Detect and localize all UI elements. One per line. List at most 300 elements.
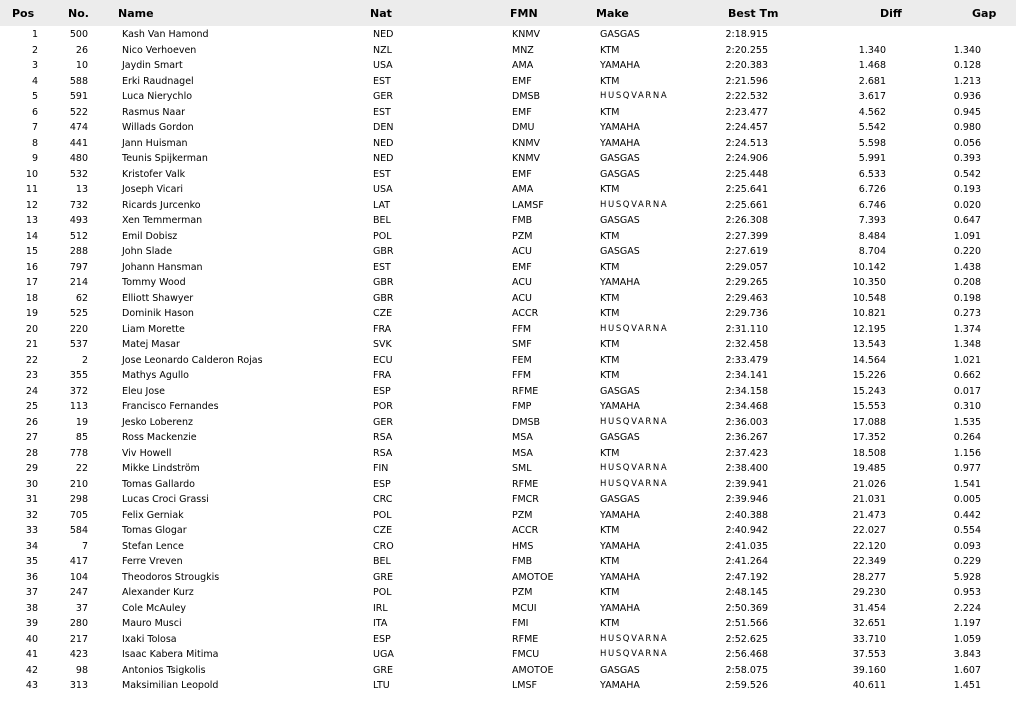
- gap-cell: 1.156: [953, 447, 981, 459]
- best-time-cell: 2:27.619: [725, 246, 768, 257]
- best-time-cell: 2:25.661: [725, 199, 768, 211]
- rider-number-cell: 98: [75, 664, 88, 676]
- table-row: [0, 492, 1016, 508]
- table-row: [0, 58, 1016, 74]
- position-cell: 23: [25, 370, 38, 381]
- rider-name-cell: Kash Van Hamond: [122, 29, 209, 40]
- diff-cell: 15.553: [852, 401, 886, 412]
- table-row: [0, 151, 1016, 167]
- results-table-body: [0, 27, 1016, 694]
- rider-number-cell: 525: [69, 308, 88, 319]
- best-time-cell: 2:40.942: [725, 525, 768, 536]
- nationality-cell: SVK: [373, 339, 392, 350]
- make-cell: KTM: [600, 556, 620, 567]
- gap-cell: 1.213: [953, 75, 981, 87]
- position-cell: 24: [25, 385, 38, 397]
- nationality-cell: POL: [373, 230, 392, 242]
- make-cell: YAMAHA: [600, 680, 640, 691]
- federation-cell: FMCU: [512, 649, 540, 660]
- position-cell: 41: [25, 649, 38, 660]
- table-row: [0, 213, 1016, 229]
- rider-name-cell: Jann Huisman: [122, 137, 188, 149]
- position-cell: 27: [25, 432, 38, 443]
- diff-cell: 18.508: [852, 447, 886, 459]
- make-cell: GASGAS: [600, 153, 640, 164]
- gap-cell: 1.451: [953, 680, 981, 691]
- rider-name-cell: Ricards Jurcenko: [122, 199, 201, 211]
- federation-cell: MNZ: [512, 44, 534, 56]
- rider-name-cell: Kristofer Valk: [122, 168, 186, 180]
- rider-number-cell: 104: [69, 571, 88, 583]
- make-cell: GASGAS: [600, 494, 640, 505]
- rider-number-cell: 7: [81, 540, 88, 552]
- rider-number-cell: 288: [69, 246, 88, 257]
- nationality-cell: POL: [373, 509, 392, 521]
- rider-number-cell: 532: [69, 168, 88, 180]
- rider-name-cell: Nico Verhoeven: [122, 44, 197, 56]
- table-row: [0, 585, 1016, 601]
- federation-cell: ACU: [512, 292, 532, 304]
- make-cell: HUSQVARNA: [600, 199, 669, 210]
- federation-cell: LMSF: [512, 680, 537, 691]
- gap-cell: 1.374: [953, 323, 981, 335]
- rider-name-cell: Tommy Wood: [122, 277, 186, 288]
- table-row: [0, 430, 1016, 446]
- make-cell: KTM: [600, 339, 620, 350]
- table-row: [0, 74, 1016, 90]
- federation-cell: DMU: [512, 122, 535, 133]
- best-time-cell: 2:41.035: [725, 540, 768, 552]
- diff-cell: 10.142: [852, 261, 886, 273]
- diff-cell: 32.651: [852, 618, 886, 629]
- position-cell: 30: [25, 478, 38, 490]
- best-time-cell: 2:38.400: [725, 463, 768, 474]
- rider-number-cell: 85: [75, 432, 88, 443]
- best-time-cell: 2:51.566: [725, 618, 768, 629]
- position-cell: 1: [31, 29, 38, 40]
- make-cell: YAMAHA: [600, 137, 640, 149]
- rider-name-cell: Tomas Gallardo: [122, 478, 195, 490]
- table-row: [0, 368, 1016, 384]
- rider-number-cell: 214: [69, 277, 88, 288]
- position-cell: 8: [31, 137, 38, 149]
- rider-number-cell: 355: [69, 370, 88, 381]
- gap-cell: 0.193: [953, 184, 981, 195]
- federation-cell: EMF: [512, 168, 532, 180]
- best-time-cell: 2:36.003: [725, 416, 768, 428]
- position-cell: 18: [25, 292, 38, 304]
- diff-cell: 40.611: [852, 680, 886, 691]
- federation-cell: HMS: [512, 540, 534, 552]
- rider-name-cell: Ross Mackenzie: [122, 432, 197, 443]
- header-name: Name: [118, 7, 154, 20]
- make-cell: HUSQVARNA: [600, 416, 669, 427]
- federation-cell: RFME: [512, 633, 539, 645]
- table-row: [0, 461, 1016, 477]
- diff-cell: 5.542: [858, 122, 886, 133]
- rider-number-cell: 512: [69, 230, 88, 242]
- rider-name-cell: Rasmus Naar: [122, 106, 186, 118]
- diff-cell: 1.340: [858, 44, 886, 56]
- best-time-cell: 2:24.513: [725, 137, 768, 149]
- make-cell: KTM: [600, 184, 620, 195]
- diff-cell: 17.352: [852, 432, 886, 443]
- gap-cell: 0.554: [953, 525, 981, 536]
- diff-cell: 6.746: [858, 199, 886, 211]
- best-time-cell: 2:20.255: [725, 44, 768, 56]
- position-cell: 42: [25, 664, 38, 676]
- federation-cell: AMOTOE: [512, 664, 554, 676]
- gap-cell: 0.220: [953, 246, 981, 257]
- make-cell: YAMAHA: [600, 540, 640, 552]
- nationality-cell: LTU: [373, 680, 390, 691]
- make-cell: KTM: [600, 308, 620, 319]
- gap-cell: 1.197: [953, 618, 981, 629]
- table-row: [0, 260, 1016, 276]
- table-row: [0, 322, 1016, 338]
- rider-number-cell: 313: [69, 680, 88, 691]
- gap-cell: 0.198: [953, 292, 981, 304]
- gap-cell: 1.541: [953, 478, 981, 490]
- diff-cell: 12.195: [852, 323, 886, 335]
- federation-cell: SML: [512, 463, 532, 474]
- rider-number-cell: 298: [69, 494, 88, 505]
- best-time-cell: 2:36.267: [725, 432, 768, 443]
- best-time-cell: 2:29.265: [725, 277, 768, 288]
- diff-cell: 15.226: [852, 370, 886, 381]
- diff-cell: 37.553: [852, 649, 886, 660]
- federation-cell: PZM: [512, 509, 533, 521]
- nationality-cell: FIN: [373, 463, 389, 474]
- best-time-cell: 2:34.141: [725, 370, 768, 381]
- best-time-cell: 2:58.075: [725, 664, 768, 676]
- best-time-cell: 2:22.532: [725, 91, 768, 102]
- nationality-cell: USA: [373, 60, 393, 71]
- make-cell: KTM: [600, 292, 620, 304]
- rider-number-cell: 247: [69, 587, 88, 598]
- best-time-cell: 2:27.399: [725, 230, 768, 242]
- table-row: [0, 244, 1016, 260]
- best-time-cell: 2:56.468: [725, 649, 768, 660]
- rider-number-cell: 210: [69, 478, 88, 490]
- rider-number-cell: 372: [69, 385, 88, 397]
- diff-cell: 2.681: [858, 75, 886, 87]
- diff-cell: 28.277: [852, 571, 886, 583]
- table-row: [0, 136, 1016, 152]
- federation-cell: FMB: [512, 556, 533, 567]
- nationality-cell: ITA: [373, 618, 388, 629]
- make-cell: KTM: [600, 75, 620, 87]
- rider-number-cell: 732: [69, 199, 88, 211]
- position-cell: 6: [31, 106, 38, 118]
- make-cell: GASGAS: [600, 432, 640, 443]
- rider-number-cell: 19: [75, 416, 88, 428]
- best-time-cell: 2:26.308: [725, 215, 768, 226]
- federation-cell: FMB: [512, 215, 533, 226]
- rider-number-cell: 441: [69, 137, 88, 149]
- diff-cell: 10.821: [852, 308, 886, 319]
- federation-cell: MSA: [512, 432, 533, 443]
- make-cell: YAMAHA: [600, 60, 640, 71]
- gap-cell: 1.091: [953, 230, 981, 242]
- position-cell: 40: [25, 633, 38, 645]
- best-time-cell: 2:24.457: [725, 122, 768, 133]
- table-row: [0, 508, 1016, 524]
- best-time-cell: 2:32.458: [725, 339, 768, 350]
- rider-number-cell: 797: [69, 261, 88, 273]
- federation-cell: EMF: [512, 75, 532, 87]
- position-cell: 13: [25, 215, 38, 226]
- nationality-cell: EST: [373, 106, 391, 118]
- federation-cell: FMP: [512, 401, 532, 412]
- federation-cell: ACU: [512, 246, 532, 257]
- best-time-cell: 2:20.383: [725, 60, 768, 71]
- federation-cell: FFM: [512, 370, 532, 381]
- position-cell: 37: [25, 587, 38, 598]
- position-cell: 9: [31, 153, 38, 164]
- rider-name-cell: Matej Masar: [122, 339, 180, 350]
- rider-name-cell: Tomas Glogar: [122, 525, 187, 536]
- nationality-cell: BEL: [373, 556, 391, 567]
- table-row: [0, 477, 1016, 493]
- gap-cell: 0.953: [953, 587, 981, 598]
- header-no: No.: [68, 7, 89, 20]
- federation-cell: AMOTOE: [512, 571, 554, 583]
- make-cell: HUSQVARNA: [600, 633, 669, 644]
- position-cell: 25: [25, 401, 38, 412]
- gap-cell: 0.977: [953, 463, 981, 474]
- results-table-header: [0, 0, 1016, 26]
- diff-cell: 39.160: [852, 664, 886, 676]
- nationality-cell: NED: [373, 137, 394, 149]
- gap-cell: 0.936: [953, 91, 981, 102]
- table-row: [0, 198, 1016, 214]
- table-row: [0, 229, 1016, 245]
- nationality-cell: GBR: [373, 292, 394, 304]
- rider-name-cell: Maksimilian Leopold: [122, 680, 219, 691]
- position-cell: 36: [25, 571, 38, 583]
- rider-name-cell: Mathys Agullo: [122, 370, 189, 381]
- table-row: [0, 554, 1016, 570]
- rider-number-cell: 584: [69, 525, 88, 536]
- make-cell: KTM: [600, 587, 620, 598]
- make-cell: KTM: [600, 106, 620, 118]
- nationality-cell: ESP: [373, 385, 391, 397]
- federation-cell: KNMV: [512, 153, 541, 164]
- diff-cell: 6.726: [858, 184, 886, 195]
- best-time-cell: 2:21.596: [725, 75, 768, 87]
- rider-name-cell: Cole McAuley: [122, 602, 186, 614]
- rider-name-cell: Viv Howell: [122, 447, 172, 459]
- rider-number-cell: 423: [69, 649, 88, 660]
- table-row: [0, 647, 1016, 663]
- best-time-cell: 2:34.468: [725, 401, 768, 412]
- gap-cell: 3.843: [953, 649, 981, 660]
- federation-cell: AMA: [512, 60, 534, 71]
- rider-name-cell: Erki Raudnagel: [122, 75, 194, 87]
- rider-name-cell: Eleu Jose: [122, 385, 165, 397]
- best-time-cell: 2:25.448: [725, 168, 768, 180]
- federation-cell: KNMV: [512, 137, 541, 149]
- best-time-cell: 2:47.192: [725, 571, 768, 583]
- diff-cell: 19.485: [852, 463, 886, 474]
- rider-number-cell: 500: [69, 29, 88, 40]
- gap-cell: 0.056: [953, 137, 981, 149]
- position-cell: 38: [25, 602, 38, 614]
- table-row: [0, 275, 1016, 291]
- gap-cell: 0.310: [953, 401, 981, 412]
- rider-name-cell: Emil Dobisz: [122, 230, 178, 242]
- rider-number-cell: 537: [69, 339, 88, 350]
- federation-cell: EMF: [512, 106, 532, 118]
- nationality-cell: GRE: [373, 571, 393, 583]
- nationality-cell: FRA: [373, 323, 392, 335]
- make-cell: YAMAHA: [600, 122, 640, 133]
- table-row: [0, 43, 1016, 59]
- federation-cell: KNMV: [512, 29, 541, 40]
- diff-cell: 29.230: [852, 587, 886, 598]
- rider-number-cell: 13: [75, 184, 88, 195]
- gap-cell: 1.348: [953, 339, 981, 350]
- gap-cell: 1.021: [953, 354, 981, 366]
- gap-cell: 1.059: [953, 633, 981, 645]
- federation-cell: FEM: [512, 354, 532, 366]
- rider-number-cell: 62: [75, 292, 88, 304]
- position-cell: 17: [25, 277, 38, 288]
- federation-cell: FMCR: [512, 494, 539, 505]
- gap-cell: 0.229: [953, 556, 981, 567]
- best-time-cell: 2:24.906: [725, 153, 768, 164]
- make-cell: KTM: [600, 618, 620, 629]
- header-fmn: FMN: [510, 7, 538, 20]
- gap-cell: 0.020: [953, 199, 981, 211]
- gap-cell: 0.662: [953, 370, 981, 381]
- table-row: [0, 89, 1016, 105]
- table-row: [0, 415, 1016, 431]
- position-cell: 14: [25, 230, 38, 242]
- best-time-cell: 2:40.388: [725, 509, 768, 521]
- federation-cell: SMF: [512, 339, 532, 350]
- make-cell: GASGAS: [600, 246, 640, 257]
- rider-number-cell: 591: [69, 91, 88, 102]
- federation-cell: ACCR: [512, 525, 539, 536]
- nationality-cell: RSA: [373, 432, 393, 443]
- rider-name-cell: Jesko Loberenz: [122, 416, 193, 428]
- position-cell: 39: [25, 618, 38, 629]
- table-row: [0, 353, 1016, 369]
- nationality-cell: NED: [373, 153, 394, 164]
- rider-number-cell: 778: [69, 447, 88, 459]
- table-row: [0, 663, 1016, 679]
- rider-number-cell: 10: [75, 60, 88, 71]
- make-cell: KTM: [600, 525, 620, 536]
- rider-name-cell: Luca Nierychlo: [122, 91, 193, 102]
- federation-cell: PZM: [512, 230, 533, 242]
- diff-cell: 10.548: [852, 292, 886, 304]
- make-cell: YAMAHA: [600, 401, 640, 412]
- position-cell: 34: [25, 540, 38, 552]
- position-cell: 2: [31, 44, 38, 56]
- diff-cell: 15.243: [852, 385, 886, 397]
- rider-name-cell: Isaac Kabera Mitima: [122, 649, 219, 660]
- table-row: [0, 167, 1016, 183]
- position-cell: 32: [25, 509, 38, 521]
- make-cell: HUSQVARNA: [600, 463, 669, 473]
- federation-cell: RFME: [512, 478, 539, 490]
- nationality-cell: POL: [373, 587, 392, 598]
- position-cell: 11: [25, 184, 38, 195]
- diff-cell: 21.026: [852, 478, 886, 490]
- nationality-cell: DEN: [373, 122, 394, 133]
- best-time-cell: 2:59.526: [725, 680, 768, 691]
- rider-number-cell: 2: [81, 354, 88, 366]
- diff-cell: 6.533: [858, 168, 886, 180]
- rider-name-cell: Mauro Musci: [122, 618, 182, 629]
- rider-number-cell: 26: [75, 44, 88, 56]
- gap-cell: 1.607: [953, 664, 981, 676]
- nationality-cell: POR: [373, 401, 393, 412]
- diff-cell: 1.468: [858, 60, 886, 71]
- diff-cell: 14.564: [852, 354, 886, 366]
- nationality-cell: CRO: [373, 540, 394, 552]
- table-row: [0, 306, 1016, 322]
- nationality-cell: GER: [373, 91, 393, 102]
- rider-number-cell: 220: [69, 323, 88, 335]
- table-row: [0, 337, 1016, 353]
- federation-cell: LAMSF: [512, 199, 544, 211]
- rider-name-cell: Felix Gerniak: [122, 509, 184, 521]
- make-cell: KTM: [600, 261, 620, 273]
- federation-cell: FMI: [512, 618, 529, 629]
- gap-cell: 1.340: [953, 44, 981, 56]
- diff-cell: 8.484: [858, 230, 886, 242]
- rider-name-cell: Xen Temmerman: [122, 215, 203, 226]
- best-time-cell: 2:50.369: [725, 602, 768, 614]
- rider-name-cell: Jaydin Smart: [122, 60, 183, 71]
- nationality-cell: BEL: [373, 215, 391, 226]
- position-cell: 33: [25, 525, 38, 536]
- best-time-cell: 2:29.736: [725, 308, 768, 319]
- diff-cell: 7.393: [858, 215, 886, 226]
- make-cell: KTM: [600, 354, 620, 366]
- rider-name-cell: Joseph Vicari: [122, 184, 183, 195]
- best-time-cell: 2:25.641: [725, 184, 768, 195]
- make-cell: YAMAHA: [600, 277, 640, 288]
- position-cell: 10: [25, 168, 38, 180]
- best-time-cell: 2:37.423: [725, 447, 768, 459]
- rider-name-cell: Johann Hansman: [122, 261, 203, 273]
- gap-cell: 1.535: [953, 416, 981, 428]
- diff-cell: 31.454: [852, 602, 886, 614]
- make-cell: GASGAS: [600, 215, 640, 226]
- gap-cell: 0.093: [953, 540, 981, 552]
- header-make: Make: [596, 7, 629, 20]
- diff-cell: 3.617: [858, 91, 886, 102]
- nationality-cell: GRE: [373, 664, 393, 676]
- nationality-cell: USA: [373, 184, 393, 195]
- nationality-cell: RSA: [373, 447, 393, 459]
- position-cell: 15: [25, 246, 38, 257]
- nationality-cell: ECU: [373, 354, 393, 366]
- best-time-cell: 2:41.264: [725, 556, 768, 567]
- position-cell: 26: [25, 416, 38, 428]
- make-cell: KTM: [600, 370, 620, 381]
- nationality-cell: NED: [373, 29, 394, 40]
- header-diff: Diff: [880, 7, 902, 20]
- make-cell: HUSQVARNA: [600, 91, 669, 101]
- position-cell: 22: [25, 354, 38, 366]
- position-cell: 12: [25, 199, 38, 211]
